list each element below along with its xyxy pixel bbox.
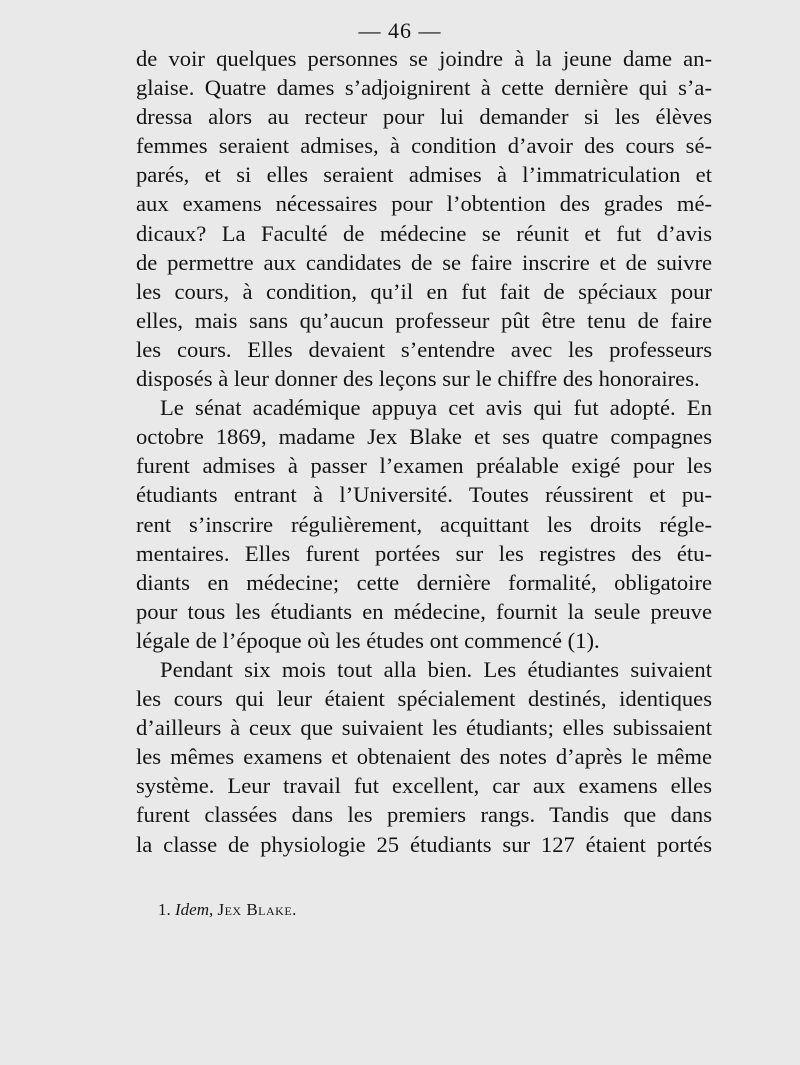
text-line: mentaires. Elles furent portées sur les registres des étu- bbox=[136, 540, 712, 566]
text-line: elles, mais sans qu’aucun professeur pût être tenu de faire bbox=[136, 307, 712, 333]
paragraph bbox=[136, 44, 712, 393]
paragraph bbox=[136, 655, 712, 859]
text-line: Pendant six mois tout alla bien. Les étudiantes suivaient bbox=[160, 656, 712, 682]
footnote-author: Jex Blake. bbox=[217, 900, 297, 919]
text-line: aux examens nécessaires pour l’obtention des grades mé- bbox=[136, 191, 712, 217]
text-line: octobre 1869, madame Jex Blake et ses quatre compagnes bbox=[136, 424, 712, 450]
text-line: dicaux? La Faculté de médecine se réunit et fut d’avis bbox=[136, 220, 712, 246]
page-number: — 46 — bbox=[358, 18, 442, 43]
footnote bbox=[158, 900, 297, 920]
text-line: étudiants entrant à l’Université. Toutes réussirent et pu- bbox=[136, 482, 712, 508]
text-line: les cours qui leur étaient spécialement destinés, identiques bbox=[136, 686, 712, 712]
text-line: diants en médecine; cette dernière formalité, obligatoire bbox=[136, 569, 712, 595]
text-line: rent s’inscrire régulièrement, acquittant les droits régle- bbox=[136, 511, 712, 537]
text-line: système. Leur travail fut excellent, car aux examens elles bbox=[136, 773, 712, 799]
paragraph bbox=[136, 393, 712, 655]
text-line: la classe de physiologie 25 étudiants sur 127 étaient portés bbox=[136, 831, 712, 857]
footnote-marker: 1. bbox=[158, 900, 171, 919]
text-line: dressa alors au recteur pour lui demander si les élèves bbox=[136, 104, 712, 130]
text-line: Le sénat académique appuya cet avis qui fut adopté. En bbox=[160, 395, 712, 421]
text-line: les mêmes examens et obtenaient des notes d’après le même bbox=[136, 744, 712, 770]
main-text bbox=[136, 44, 712, 859]
text-line: glaise. Quatre dames s’adjoignirent à cette dernière qui s’a- bbox=[136, 75, 712, 101]
text-line: de permettre aux candidates de se faire inscrire et de suivre bbox=[136, 249, 712, 275]
text-line: furent classées dans les premiers rangs. Tandis que dans bbox=[136, 802, 712, 828]
text-line: disposés à leur donner des leçons sur le chiffre des honoraires. bbox=[136, 366, 700, 392]
text-line: légale de l’époque où les études ont commencé (1). bbox=[136, 627, 600, 653]
text-line: les cours, à condition, qu’il en fut fait de spéciaux pour bbox=[136, 278, 712, 304]
text-line: parés, et si elles seraient admises à l’immatriculation et bbox=[136, 162, 712, 188]
text-line: d’ailleurs à ceux que suivaient les étudiants; elles subissaient bbox=[136, 715, 712, 741]
text-line: de voir quelques personnes se joindre à la jeune dame an- bbox=[136, 46, 712, 71]
text-line: les cours. Elles devaient s’entendre avec les professeurs bbox=[136, 336, 712, 362]
text-line: furent admises à passer l’examen préalable exigé pour les bbox=[136, 453, 712, 479]
footnote-source: Idem, bbox=[175, 900, 214, 919]
text-line: pour tous les étudiants en médecine, fournit la seule preuve bbox=[136, 598, 712, 624]
text-line: femmes seraient admises, à condition d’avoir des cours sé- bbox=[136, 133, 712, 159]
